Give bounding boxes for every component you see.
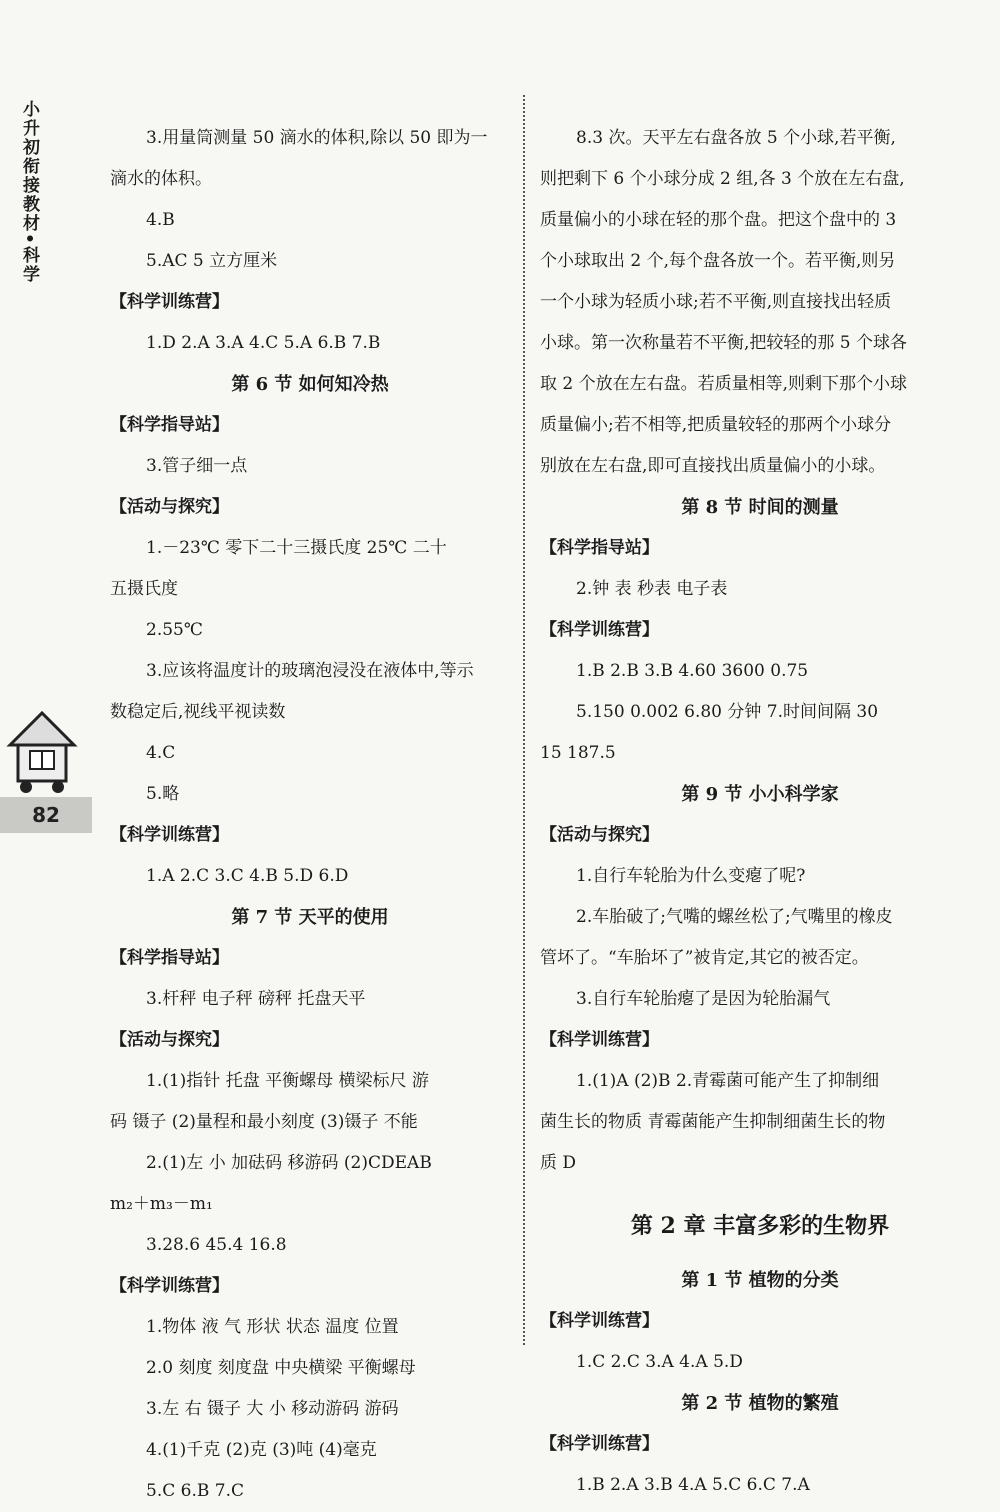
answer-line: 数稳定后,视线平视读数: [110, 702, 286, 722]
section-tag: 【活动与探究】: [110, 1030, 229, 1050]
answer-line: 4.B: [146, 210, 175, 230]
answer-line: 1.－23℃ 零下二十三摄氏度 25℃ 二十: [146, 538, 447, 558]
answer-line: m₂＋m₃－m₁: [110, 1194, 213, 1214]
section-heading: 第 7 节 天平的使用: [231, 907, 389, 928]
answer-line: 2.钟 表 秒表 电子表: [576, 579, 728, 599]
answer-line: 管坏了。“车胎坏了”被肯定,其它的被否定。: [540, 948, 869, 968]
section-heading: 第 1 节 植物的分类: [681, 1270, 839, 1291]
section-tag: 【科学训练营】: [110, 1276, 229, 1296]
answer-line: 1.C 2.C 3.A 4.A 5.D: [576, 1352, 743, 1372]
answer-line: 3.杆秤 电子秤 磅秤 托盘天平: [146, 989, 366, 1009]
left-column: [110, 118, 510, 1512]
answer-line: 4.(1)千克 (2)克 (3)吨 (4)毫克: [146, 1440, 377, 1460]
answer-line: 15 187.5: [540, 743, 616, 763]
answer-line: 五摄氏度: [110, 579, 178, 599]
answer-line: 1.A 2.C 3.C 4.B 5.D 6.D: [146, 866, 349, 886]
answer-line: 2.0 刻度 刻度盘 中央横梁 平衡螺母: [146, 1358, 416, 1378]
section-tag: 【科学训练营】: [110, 292, 229, 312]
answer-line: 3.用量筒测量 50 滴水的体积,除以 50 即为一: [146, 128, 488, 148]
answer-line: 个小球取出 2 个,每个盘各放一个。若平衡,则另: [540, 251, 896, 271]
watermark-logo: [930, 1350, 994, 1394]
section-tag: 【科学指导站】: [540, 538, 659, 558]
answer-line: 滴水的体积。: [110, 169, 212, 189]
answer-line: 质量偏小;若不相等,把质量较轻的那两个小球分: [540, 415, 892, 435]
answer-line: 3.管子细一点: [146, 456, 248, 476]
answer-line: 质量偏小的小球在轻的那个盘。把这个盘中的 3: [540, 210, 897, 230]
answer-line: 码 镊子 (2)量程和最小刻度 (3)镊子 不能: [110, 1112, 418, 1132]
answer-line: 5.AC 5 立方厘米: [146, 251, 278, 271]
section-tag: 【活动与探究】: [110, 497, 229, 517]
section-tag: 【科学指导站】: [110, 948, 229, 968]
section-tag: 【科学训练营】: [540, 1434, 659, 1454]
answer-line: 1.(1)A (2)B 2.青霉菌可能产生了抑制细: [576, 1071, 880, 1091]
answer-line: 取 2 个放在左右盘。若质量相等,则剩下那个小球: [540, 374, 908, 394]
chapter-heading: 第 2 章 丰富多彩的生物界: [630, 1213, 890, 1239]
answer-line: 5.150 0.002 6.80 分钟 7.时间间隔 30: [576, 702, 879, 722]
answer-line: 1.B 2.A 3.B 4.A 5.C 6.C 7.A: [576, 1475, 810, 1495]
answer-line: 2.车胎破了;气嘴的螺丝松了;气嘴里的橡皮: [576, 907, 893, 927]
answer-line: 2.55℃: [146, 620, 203, 640]
answer-line: 5.略: [146, 784, 180, 804]
answer-line: 一个小球为轻质小球;若不平衡,则直接找出轻质: [540, 292, 892, 312]
answer-line: 质 D: [540, 1153, 577, 1173]
section-tag: 【活动与探究】: [540, 825, 659, 845]
answer-line: 菌生长的物质 青霉菌能产生抑制细菌生长的物: [540, 1112, 886, 1132]
answer-line: 4.C: [146, 743, 176, 763]
section-tag: 【科学训练营】: [540, 1030, 659, 1050]
answer-line: 1.(1)指针 托盘 平衡螺母 横梁标尺 游: [146, 1071, 429, 1091]
answer-line: 1.物体 液 气 形状 状态 温度 位置: [146, 1317, 399, 1337]
answer-line: 8.3 次。天平左右盘各放 5 个小球,若平衡,: [576, 128, 896, 148]
column-divider: [523, 95, 525, 1345]
answer-line: 别放在左右盘,即可直接找出质量偏小的小球。: [540, 456, 886, 476]
mascot-reading-icon: [2, 705, 82, 795]
answer-line: 3.28.6 45.4 16.8: [146, 1235, 287, 1255]
answer-line: 5.C 6.B 7.C: [146, 1481, 244, 1501]
answer-line: 3.左 右 镊子 大 小 移动游码 游码: [146, 1399, 399, 1419]
section-tag: 【科学训练营】: [540, 620, 659, 640]
section-heading: 第 2 节 植物的繁殖: [681, 1393, 839, 1414]
answer-line: 则把剩下 6 个小球分成 2 组,各 3 个放在左右盘,: [540, 169, 905, 189]
section-heading: 第 8 节 时间的测量: [681, 497, 839, 518]
section-heading: 第 9 节 小小科学家: [681, 784, 839, 805]
answer-line: 小球。第一次称量若不平衡,把较轻的那 5 个球各: [540, 333, 908, 353]
answer-line: 1.B 2.B 3.B 4.60 3600 0.75: [576, 661, 809, 681]
section-tag: 【科学指导站】: [110, 415, 229, 435]
right-column: [540, 118, 980, 1506]
section-tag: 【科学训练营】: [110, 825, 229, 845]
answer-line: 2.(1)左 小 加砝码 移游码 (2)CDEAB: [146, 1153, 432, 1173]
page-number: 82: [0, 797, 92, 833]
answer-line: 3.应该将温度计的玻璃泡浸没在液体中,等示: [146, 661, 474, 681]
answer-line: 1.D 2.A 3.A 4.C 5.A 6.B 7.B: [146, 333, 381, 353]
answer-line: 3.自行车轮胎瘪了是因为轮胎漏气: [576, 989, 831, 1009]
answer-line: 1.自行车轮胎为什么变瘪了呢?: [576, 866, 806, 886]
section-tag: 【科学训练营】: [540, 1311, 659, 1331]
section-heading: 第 6 节 如何知冷热: [231, 374, 389, 395]
side-book-title: 小升初衔接教材•科学: [19, 100, 39, 284]
